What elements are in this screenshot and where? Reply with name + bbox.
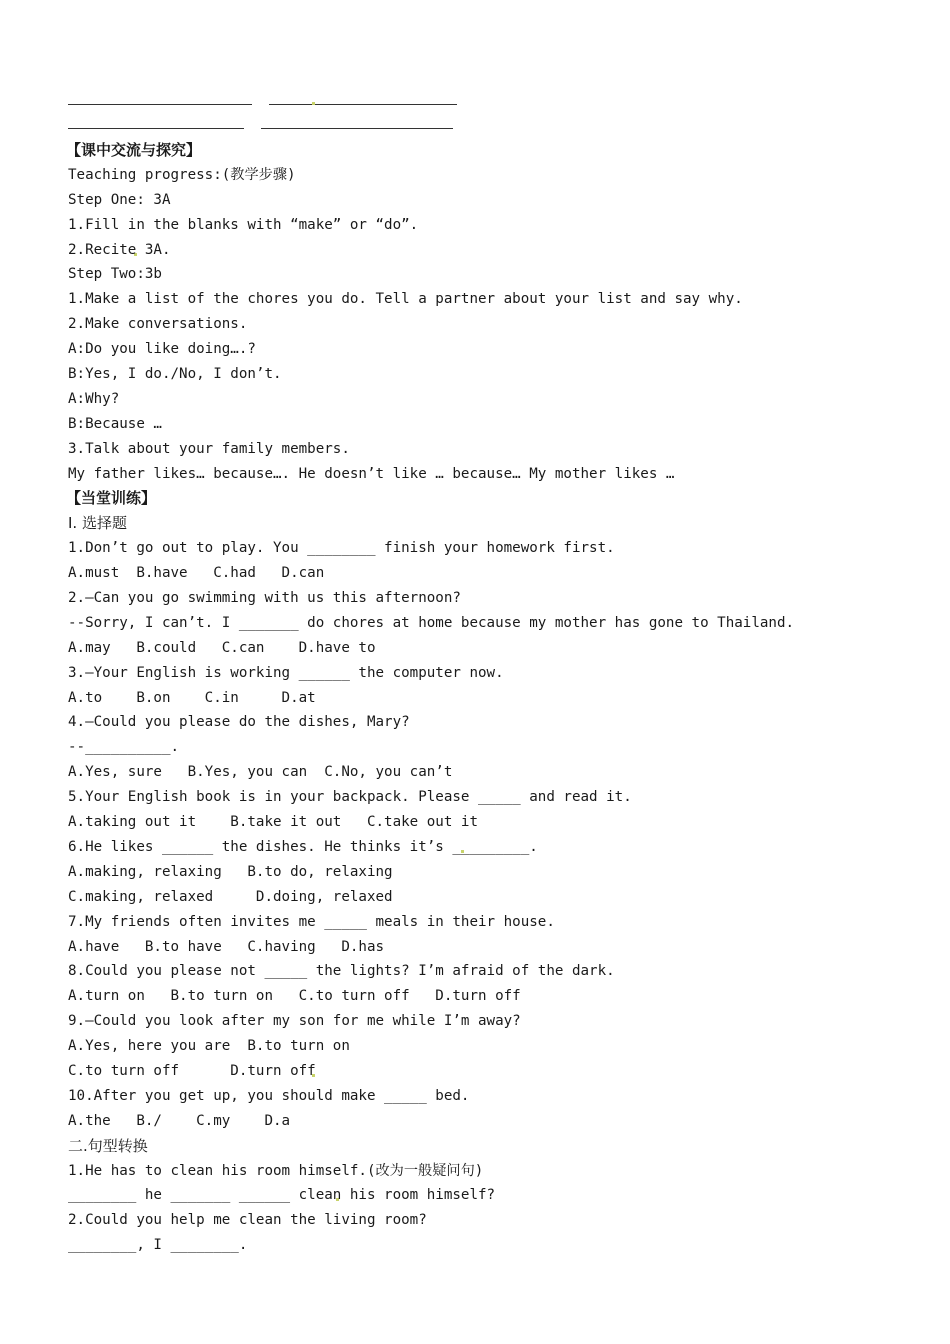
options-line: A.must B.have C.had D.can	[68, 565, 325, 582]
answer-blank	[68, 96, 252, 105]
text-line: Step One: 3A	[68, 191, 171, 208]
answer-blank	[269, 96, 457, 105]
text-line: 1.Fill in the blanks with “make” or “do”.	[68, 216, 419, 233]
question-line: 6.He likes ______ the dishes. He thinks it’s _________.	[68, 838, 538, 855]
question-line: --Sorry, I can’t. I _______ do chores at home because my mother has gone to Thailand.	[68, 614, 795, 631]
text-line: Teaching progress:(教学步骤)	[68, 166, 296, 183]
question-line: ________ he _______ ______ clean his room himself?	[68, 1187, 496, 1204]
text-line: B:Yes, I do./No, I don’t.	[68, 366, 282, 383]
question-line: 2.Could you help me clean the living room?	[68, 1212, 427, 1229]
question-line: 1.He has to clean his room himself.(改为一般疑问句)	[68, 1162, 484, 1179]
answer-blank	[261, 120, 453, 129]
options-line: A.have B.to have C.having D.has	[68, 938, 385, 955]
text-line: A:Do you like doing….?	[68, 341, 256, 358]
question-line: 5.Your English book is in your backpack. Please _____ and read it.	[68, 789, 632, 806]
question-line: --__________.	[68, 739, 180, 756]
text-line: My father likes… because…. He doesn’t like … because… My mother likes …	[68, 465, 675, 482]
question-line: 1.Don’t go out to play. You ________ finish your homework first.	[68, 540, 615, 557]
options-line: A.Yes, sure B.Yes, you can C.No, you can’t	[68, 764, 453, 781]
question-line: 3.—Your English is working ______ the computer now.	[68, 664, 504, 681]
worksheet-content	[68, 138, 928, 1258]
text-line: 2.Recite 3A.	[68, 241, 171, 258]
answer-blanks-row-2	[68, 120, 468, 132]
options-line: A.Yes, here you are B.to turn on	[68, 1038, 350, 1055]
question-line: 7.My friends often invites me _____ meals in their house.	[68, 913, 555, 930]
question-line: 2.—Can you go swimming with us this afternoon?	[68, 590, 461, 607]
text-line: 2.Make conversations.	[68, 316, 248, 333]
options-line: A.turn on B.to turn on C.to turn off D.turn off	[68, 988, 521, 1005]
options-line: A.the B./ C.my D.a	[68, 1112, 291, 1129]
answer-blank	[68, 120, 244, 129]
question-line: 4.—Could you please do the dishes, Mary?	[68, 714, 410, 731]
options-line: C.to turn off D.turn off	[68, 1062, 316, 1079]
options-line: A.making, relaxing B.to do, relaxing	[68, 863, 393, 880]
subsection-heading-multiple-choice: I. 选择题	[68, 514, 127, 533]
text-line: Step Two:3b	[68, 266, 162, 283]
scan-speck	[312, 102, 315, 105]
options-line: C.making, relaxed D.doing, relaxed	[68, 888, 393, 905]
section-heading-class-discussion: 【课中交流与探究】	[66, 141, 202, 159]
answer-blanks-row-1	[68, 96, 468, 108]
text-line: 3.Talk about your family members.	[68, 440, 350, 457]
question-line: ________, I ________.	[68, 1237, 248, 1254]
section-heading-classroom-practice: 【当堂训练】	[66, 489, 157, 508]
question-line: 10.After you get up, you should make _____ bed.	[68, 1087, 470, 1104]
subsection-heading-sentence-transformation: 二.句型转换	[68, 1136, 148, 1155]
question-line: 9.—Could you look after my son for me while I’m away?	[68, 1013, 521, 1030]
text-line: B:Because …	[68, 415, 162, 432]
question-line: 8.Could you please not _____ the lights? I’m afraid of the dark.	[68, 963, 615, 980]
options-line: A.to B.on C.in D.at	[68, 689, 316, 706]
options-line: A.may B.could C.can D.have to	[68, 639, 376, 656]
text-line: 1.Make a list of the chores you do. Tell a partner about your list and say why.	[68, 291, 743, 308]
text-line: A:Why?	[68, 390, 120, 407]
options-line: A.taking out it B.take it out C.take out it	[68, 814, 478, 831]
